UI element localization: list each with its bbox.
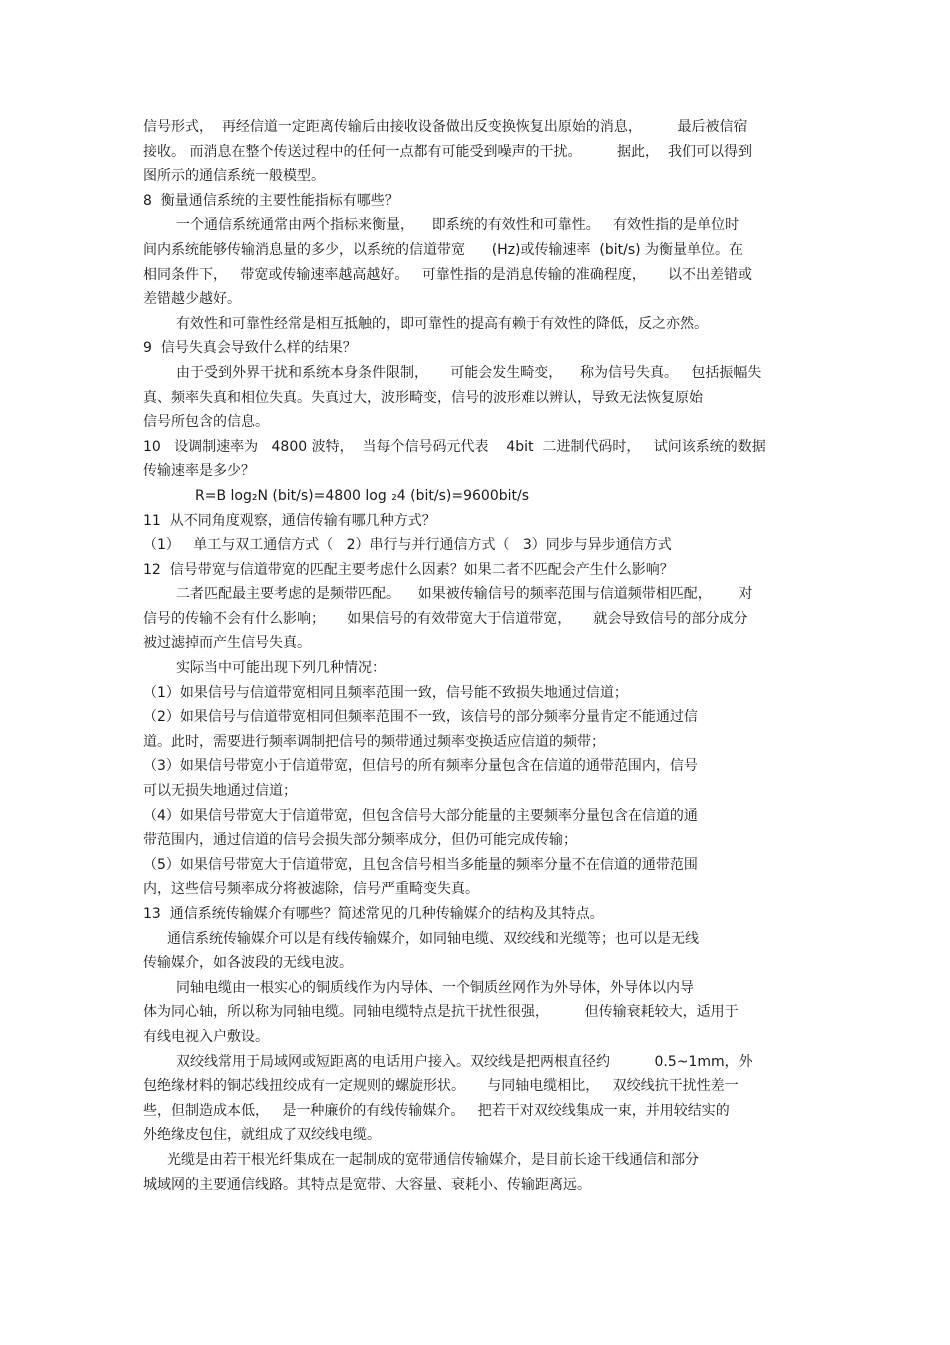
text-line: 实际当中可能出现下列几种情况： <box>176 660 386 677</box>
text-line: （1）如果信号与信道带宽相同且频率范围一致，信号能不致损失地通过信道； <box>143 684 628 701</box>
text-line: 间内系统能够传输消息量的多少，以系统的信道带宽 (Hz)或传输速率 (bit/s) 为衡量单位。在 <box>143 241 744 258</box>
text-line: 可以无损失地通过信道； <box>143 783 297 800</box>
text-line: 传输媒介，如各波段的无线电波。 <box>143 955 353 972</box>
text-line: 真、频率失真和相位失真。失真过大，波形畸变，信号的波形难以辨认，导致无法恢复原始 <box>143 389 703 406</box>
text-line: 包绝缘材料的铜芯线扭绞成有一定规则的螺旋形状。 与同轴电缆相比， 双绞线抗干扰性差一 <box>143 1078 739 1095</box>
text-line: 通信系统传输媒介可以是有线传输媒介，如同轴电缆、双绞线和光缆等；也可以是无线 <box>167 930 699 947</box>
text-line: （4）如果信号带宽大于信道带宽，但包含信号大部分能量的主要频率分量包含在信道的通 <box>143 807 698 824</box>
text-line: 些，但制造成本低， 是一种廉价的有线传输媒介。 把若干对双绞线集成一束，并用较结实的 <box>143 1102 730 1119</box>
text-line: 信号所包含的信息。 <box>143 414 269 431</box>
text-line: 被过滤掉而产生信号失真。 <box>143 635 311 652</box>
text-line: 接收。 而消息在整个传送过程中的任何一点都有可能受到噪声的干扰。 据此， 我们可以得到 <box>143 143 752 160</box>
text-line: 11 从不同角度观察，通信传输有哪几种方式？ <box>143 512 436 529</box>
text-line: 带范围内，通过信道的信号会损失部分频率成分，但仍可能完成传输； <box>143 832 577 849</box>
text-line: （2）如果信号与信道带宽相同但频率范围不一致，该信号的部分频率分量肯定不能通过信 <box>143 709 698 726</box>
text-line: 二者匹配最主要考虑的是频带匹配。 如果被传输信号的频率范围与信道频带相匹配， 对 <box>176 586 753 603</box>
text-line: 12 信号带宽与信道带宽的匹配主要考虑什么因素？如果二者不匹配会产生什么影响？ <box>143 561 674 578</box>
text-line: （1） 单工与双工通信方式（ 2）串行与并行通信方式（ 3）同步与异步通信方式 <box>143 537 672 554</box>
text-line: 有线电视入户敷设。 <box>143 1028 269 1045</box>
text-line: 道。此时，需要进行频率调制把信号的频带通过频率变换适应信道的频带； <box>143 733 605 750</box>
text-line: 城域网的主要通信线路。其特点是宽带、大容量、衰耗小、传输距离远。 <box>143 1176 591 1193</box>
text-line: 光缆是由若干根光纤集成在一起制成的宽带通信传输媒介，是目前长途干线通信和部分 <box>167 1151 699 1168</box>
text-line: 双绞线常用于局域网或短距离的电话用户接入。双绞线是把两根直径约 0.5~1mm，外 <box>176 1053 753 1070</box>
text-line: 传输速率是多少？ <box>143 463 255 480</box>
text-line: 信号形式， 再经信道一定距离传输后由接收设备做出反变换恢复出原始的消息， 最后被信宿 <box>143 119 748 135</box>
document-body <box>143 115 808 1197</box>
text-line: 由于受到外界干扰和系统本身条件限制， 可能会发生畸变， 称为信号失真。 包括振幅失 <box>176 364 762 381</box>
text-line: （3）如果信号带宽小于信道带宽，但信号的所有频率分量包含在信道的通带范围内，信号 <box>143 758 698 775</box>
text-line: 8 衡量通信系统的主要性能指标有哪些？ <box>143 192 399 209</box>
text-line: 外绝缘皮包住，就组成了双绞线电缆。 <box>143 1127 381 1144</box>
text-line: 信号的传输不会有什么影响； 如果信号的有效带宽大于信道带宽， 就会导致信号的部分成分 <box>143 610 748 627</box>
text-line: 有效性和可靠性经常是相互抵触的，即可靠性的提高有赖于有效性的降低，反之亦然。 <box>176 315 708 332</box>
text-line: R=B log₂N (bit/s)=4800 log ₂4 (bit/s)=9600bit/s <box>195 487 529 504</box>
text-line: 差错越少越好。 <box>143 291 241 308</box>
text-line: （5）如果信号带宽大于信道带宽，且包含信号相当多能量的频率分量不在信道的通带范围 <box>143 856 698 873</box>
text-line: 内，这些信号频率成分将被滤除，信号严重畸变失真。 <box>143 881 479 898</box>
text-line: 相同条件下， 带宽或传输速率越高越好。 可靠性指的是消息传输的准确程度， 以不出差错或 <box>143 266 752 283</box>
text-line: 一个通信系统通常由两个指标来衡量， 即系统的有效性和可靠性。 有效性指的是单位时 <box>176 217 740 234</box>
text-line: 体为同心轴，所以称为同轴电缆。同轴电缆特点是抗干扰性很强， 但传输衰耗较大，适用于 <box>143 1004 739 1021</box>
text-line: 图所示的通信系统一般模型。 <box>143 168 325 185</box>
text-line: 9 信号失真会导致什么样的结果？ <box>143 340 357 357</box>
text-line: 13 通信系统传输媒介有哪些？简述常见的几种传输媒介的结构及其特点。 <box>143 906 604 922</box>
text-line: 10 设调制速率为 4800 波特， 当每个信号码元代表 4bit 二进制代码时， 试问该系统的数据 <box>143 438 766 455</box>
text-line: 同轴电缆由一根实心的铜质线作为内导体、一个铜质丝网作为外导体，外导体以内导 <box>176 979 694 996</box>
